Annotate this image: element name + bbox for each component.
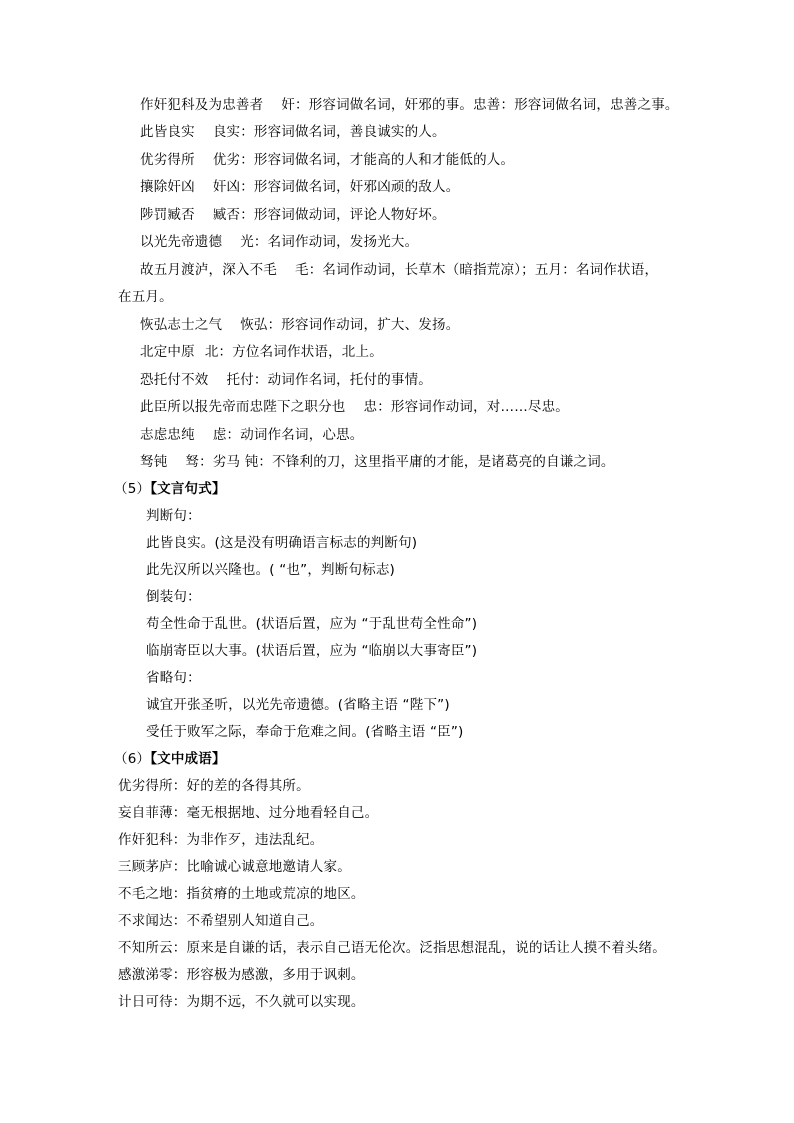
vocab-line <box>140 371 432 389</box>
vocab-gloss: 毛：名词作动词，长草木（暗指荒凉）；五月：名词作状语， <box>295 262 659 278</box>
vocab-line <box>140 316 459 334</box>
vocab-word: 攘除奸凶 <box>140 179 195 195</box>
vocab-word: 此皆良实 <box>140 124 195 140</box>
vocab-gloss: 托付：动词作名词，托付的事情。 <box>226 372 432 388</box>
idiom-entry: 三顾茅庐：比喻诚心诚意地邀请人家。 <box>118 859 351 875</box>
vocab-gloss: 北：方位名词作状语，北上。 <box>204 344 383 360</box>
vocab-gloss: 忠：形容词作动词，对……尽忠。 <box>363 399 569 415</box>
idiom-entry: 妄自菲薄：毫无根据地、过分地看轻自己。 <box>118 805 379 821</box>
vocab-word: 志虑忠纯 <box>140 427 195 443</box>
vocab-gloss: 光：名词作动词，发扬光大。 <box>240 234 419 250</box>
vocab-word: 以光先帝遗德 <box>140 234 223 250</box>
vocab-gloss-cont: 在五月。 <box>118 289 173 305</box>
idiom-entry: 感激涕零：形容极为感激，多用于讽刺。 <box>118 967 365 983</box>
vocab-word: 此臣所以报先帝而忠陛下之职分也 <box>140 399 346 415</box>
vocab-word: 陟罚臧否 <box>140 207 195 223</box>
vocab-line <box>140 426 364 444</box>
vocab-gloss: 优劣：形容词做名词，才能高的人和才能低的人。 <box>212 152 515 168</box>
example-sentence: 苟全性命于乱世。(状语后置，应为 “于乱世苟全性命”) <box>146 616 478 632</box>
vocab-gloss: 良实：形容词做名词，善良诚实的人。 <box>212 124 446 140</box>
section-heading <box>114 480 226 498</box>
vocab-line <box>140 151 514 169</box>
example-sentence: 此皆良实。(这是没有明确语言标志的判断句) <box>146 535 418 551</box>
sentence-type-label: 倒装句： <box>146 589 201 605</box>
vocab-word: 恐托付不效 <box>140 372 209 388</box>
section-title: 【文中成语】 <box>150 751 226 767</box>
idiom-entry: 不求闻达：不希望别人知道自己。 <box>118 913 324 929</box>
vocab-gloss: 臧否：形容词做动词，评论人物好坏。 <box>212 207 446 223</box>
vocab-line <box>140 206 446 224</box>
vocab-word: 优劣得所 <box>140 152 195 168</box>
example-sentence: 受任于败军之际，奉命于危难之间。(省略主语 “臣”) <box>146 724 464 740</box>
vocab-word: 故五月渡泸，深入不毛 <box>140 262 277 278</box>
vocab-gloss: 奸：形容词做名词，奸邪的事。忠善：形容词做名词，忠善之事。 <box>281 97 679 113</box>
vocab-gloss: 虑：动词作名词，心思。 <box>212 427 364 443</box>
example-sentence: 此先汉所以兴隆也。( “也”，判断句标志) <box>146 562 396 578</box>
idiom-entry: 作奸犯科：为非作歹，违法乱纪。 <box>118 832 324 848</box>
section-title: 【文言句式】 <box>150 481 226 497</box>
vocab-line <box>140 398 569 416</box>
vocab-line <box>140 123 446 141</box>
sentence-type-label: 省略句： <box>146 670 201 686</box>
idiom-entry: 计日可待：为期不远，不久就可以实现。 <box>118 994 365 1010</box>
idiom-entry: 不毛之地：指贫瘠的土地或荒凉的地区。 <box>118 886 365 902</box>
example-sentence: 诚宜开张圣听，以光先帝遗德。(省略主语 “陛下”) <box>146 697 450 713</box>
section-number: （6） <box>114 751 151 767</box>
section-number: （5） <box>114 481 151 497</box>
vocab-gloss: 驽：劣马 钝：不锋利的刀，这里指平庸的才能，是诸葛亮的自谦之词。 <box>185 454 615 470</box>
example-sentence: 临崩寄臣以大事。(状语后置，应为 “临崩以大事寄臣”) <box>146 643 478 659</box>
vocab-line <box>140 453 615 471</box>
sentence-type-label: 判断句： <box>146 508 201 524</box>
vocab-gloss: 恢弘：形容词作动词，扩大、发扬。 <box>240 317 460 333</box>
vocab-gloss: 奸凶：形容词做名词，奸邪凶顽的敌人。 <box>212 179 460 195</box>
vocab-line <box>140 261 658 279</box>
vocab-line <box>140 343 383 361</box>
section-heading <box>114 750 226 768</box>
vocab-line <box>140 233 418 251</box>
idiom-entry: 优劣得所：好的差的各得其所。 <box>118 778 310 794</box>
vocab-word: 作奸犯科及为忠善者 <box>140 97 264 113</box>
vocab-line <box>140 96 679 114</box>
vocab-word: 恢弘志士之气 <box>140 317 223 333</box>
vocab-line-continuation <box>118 288 173 306</box>
vocab-line <box>140 178 459 196</box>
vocab-word: 北定中原 <box>140 344 195 360</box>
vocab-word: 驽钝 <box>140 454 168 470</box>
idiom-entry: 不知所云：原来是自谦的话，表示自己语无伦次。泛指思想混乱，说的话让人摸不着头绪。 <box>118 940 666 956</box>
